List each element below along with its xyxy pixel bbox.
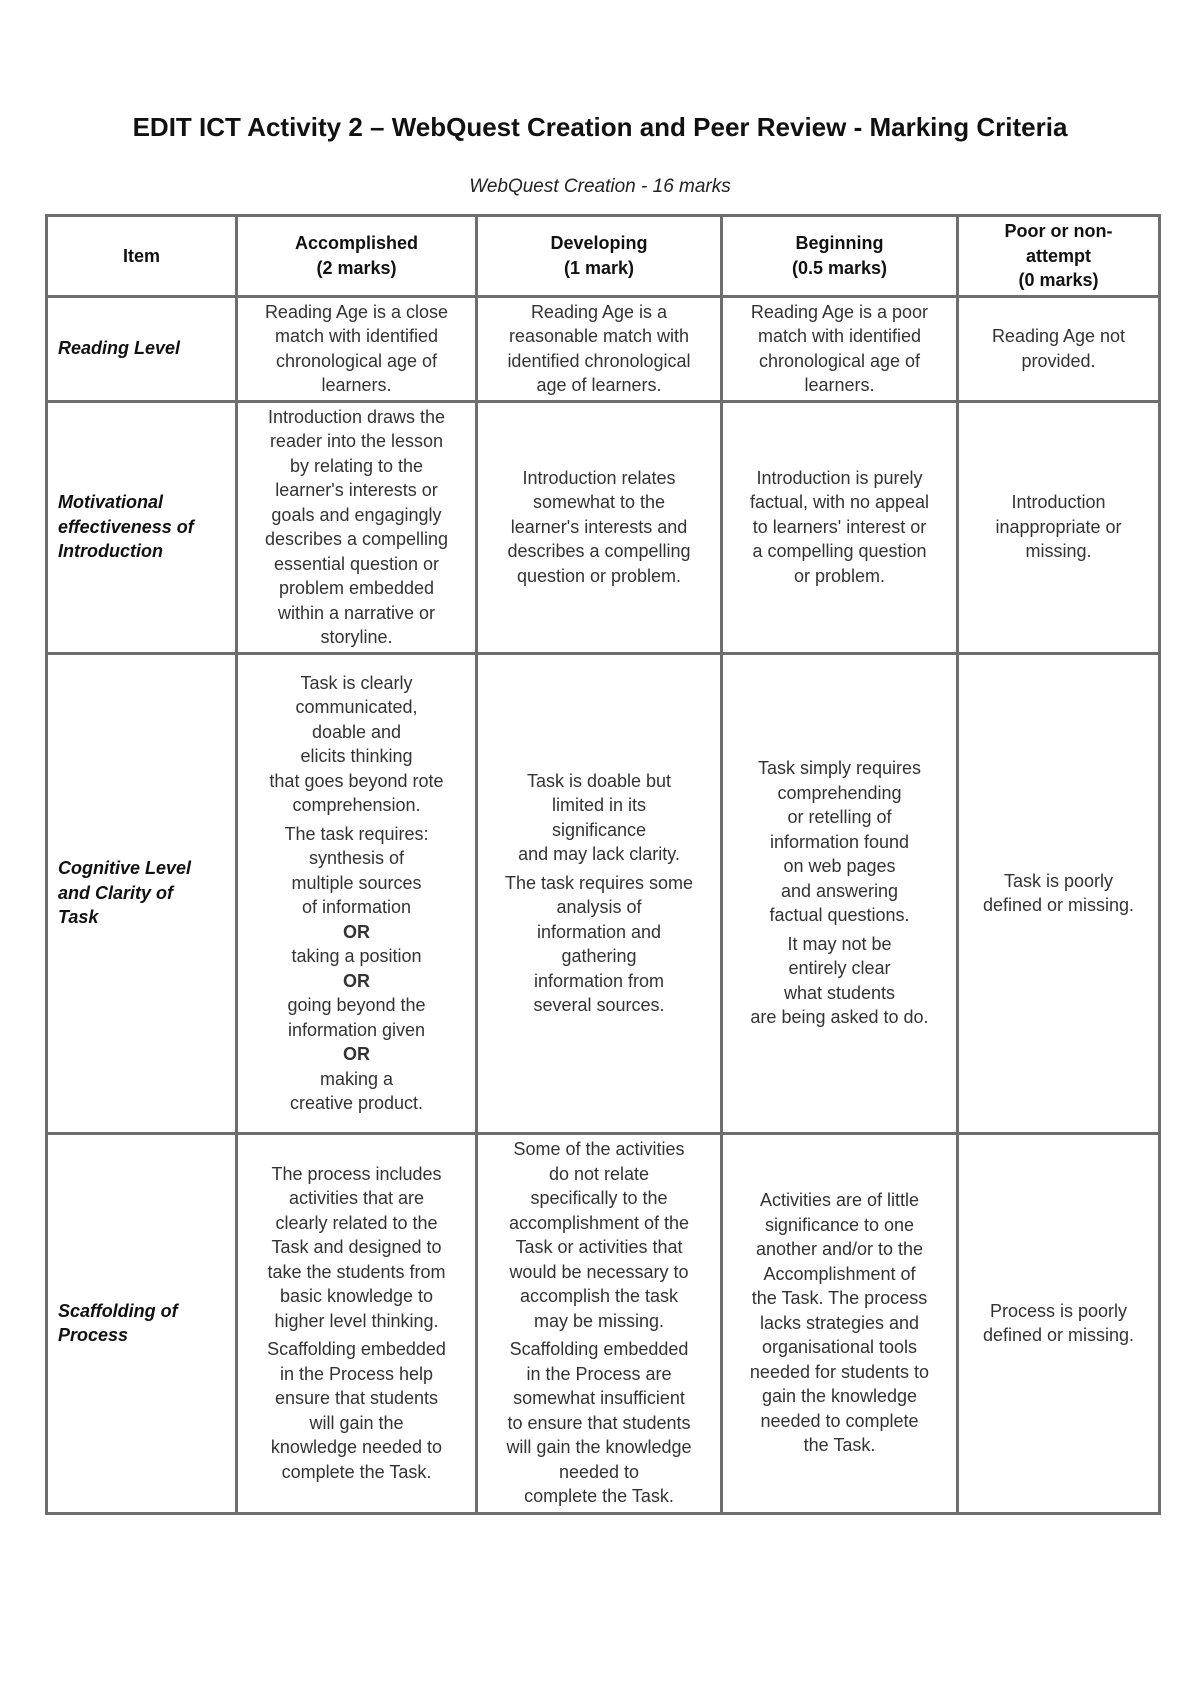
cell-line: It may not be [787,933,892,954]
cell-line: needed to complete [760,1410,919,1431]
cell-line: Cognitive Level [58,858,192,879]
cell-line: lacks strategies and [759,1312,920,1333]
cell-line: The task requires some [504,872,694,893]
cell-line: in the Process are [526,1363,672,1384]
cell-line: Reading Level [58,338,181,359]
cell-line: describes a compelling [507,541,691,562]
cell-line: will gain the knowledge [506,1437,692,1458]
cell-poor [958,653,1160,1133]
cell-line: Scaffolding embedded [509,1339,689,1360]
cell-line: activities that are [288,1188,425,1209]
cell-item [47,296,237,401]
cell-accomplished [237,401,477,653]
cell-line: chronological age of [275,350,438,371]
cell-line: would be necessary to [509,1261,689,1282]
cell-line: Task is clearly [300,672,413,693]
marking-criteria-table [45,214,1161,1515]
table-row [47,401,1160,653]
cell-line: Process [58,1325,129,1345]
cell-line: Reading Age is a poor [750,301,929,322]
cell-line: missing. [1025,541,1092,562]
cell-poor [958,401,1160,653]
cell-line: synthesis of [308,848,405,868]
cell-line: OR [343,921,370,942]
cell-line: complete the Task. [524,1486,674,1507]
cell-line: Activities are of little [759,1190,920,1211]
cell-developing [477,653,722,1133]
cell-developing [477,1133,722,1513]
cell-line: describes a compelling [264,529,449,549]
cell-line: storyline. [320,627,393,647]
cell-line: Reading Age is a close [264,301,449,322]
cell-line: several sources. [533,995,665,1015]
cell-beginning [722,401,958,653]
cell-line: what students [783,982,896,1003]
table-row [47,1133,1160,1513]
header-beginning [722,216,958,297]
table-row [47,296,1160,401]
cell-line: OR [343,970,370,991]
cell-line: the Task. The process [751,1288,928,1309]
cell-line: problem embedded [278,578,435,598]
cell-beginning [722,296,958,401]
cell-line: Process is poorly [989,1300,1128,1321]
cell-item [47,1133,237,1513]
cell-line: Accomplishment of [763,1263,916,1284]
cell-line: accomplish the task [519,1286,679,1307]
cell-accomplished [237,653,477,1133]
cell-line: limited in its [551,795,647,815]
cell-line: effectiveness of [58,516,194,537]
header-line: (2 marks) [316,257,397,278]
cell-line: Reading Age is a [530,301,668,322]
cell-line: entirely clear [788,958,891,979]
cell-line: provided. [1021,350,1096,371]
header-row [47,216,1160,297]
header-line: (0.5 marks) [791,257,888,278]
cell-line: chronological age of [758,350,921,371]
cell-line: ensure that students [274,1388,439,1409]
table-row [47,653,1160,1133]
cell-line: learner's interests and [510,516,688,537]
header-line: (1 mark) [563,257,635,278]
cell-line: clearly related to the [275,1212,438,1233]
header-line: (0 marks) [1018,270,1099,290]
cell-line: by relating to the [289,455,424,476]
cell-line: reasonable match with [508,326,690,346]
cell-accomplished [237,296,477,401]
cell-line: Task simply requires [757,758,922,779]
cell-line: complete the Task. [281,1461,432,1482]
cell-line: gain the knowledge [761,1386,918,1407]
cell-line: are being asked to do. [750,1007,929,1028]
cell-line: specifically to the [530,1188,668,1209]
cell-line: Reading Age not [991,326,1126,346]
cell-line: in the Process help [279,1363,434,1384]
cell-line: Task or activities that [515,1237,683,1258]
cell-beginning [722,1133,958,1513]
cell-line: age of learners. [536,375,662,395]
header-line: Developing [550,233,648,254]
cell-line: the Task. [803,1435,876,1456]
cell-line: Introduction draws the [267,406,446,427]
cell-line: comprehension. [292,795,421,815]
cell-line: match with identified [757,326,922,346]
cell-line: significance [551,819,647,840]
cell-line: or retelling of [787,807,892,828]
cell-line: Task [58,907,99,928]
cell-line: elicits thinking [300,746,413,766]
cell-developing [477,401,722,653]
cell-line: on web pages [783,856,896,877]
cell-line: Task and designed to [271,1237,442,1258]
cell-line: somewhat insufficient [513,1388,685,1409]
cell-line: essential question or [273,553,440,574]
header-accomplished [237,216,477,297]
header-line: attempt [1025,245,1091,266]
cell-line: and Clarity of [58,882,174,903]
cell-line: organisational tools [761,1337,918,1358]
cell-line: multiple sources [291,872,422,893]
cell-line: learners. [321,375,392,395]
cell-line: information from [533,970,665,991]
cell-line: Motivational [58,492,164,513]
cell-line: or problem. [793,565,886,586]
document-title: EDIT ICT Activity 2 – WebQuest Creation and Peer Review - Marking Criteria [132,112,1068,142]
cell-line: reader into the lesson [269,431,444,451]
header-line: Poor or non- [1004,221,1113,241]
cell-line: The task requires: [284,823,429,844]
cell-line: higher level thinking. [274,1310,439,1331]
cell-line: take the students from [267,1261,446,1282]
cell-line: identified chronological [507,350,691,371]
cell-poor [958,1133,1160,1513]
cell-line: may be missing. [533,1310,665,1331]
header-item [47,216,237,297]
cell-line: communicated, [295,697,418,717]
cell-line: Some of the activities [513,1139,685,1160]
cell-line: defined or missing. [982,895,1135,915]
cell-line: taking a position [291,946,422,966]
cell-line: going beyond the [287,995,426,1015]
cell-line: within a narrative or [277,602,436,623]
header-line: Accomplished [294,233,419,254]
cell-line: creative product. [289,1093,424,1113]
header-poor [958,216,1160,297]
cell-item [47,401,237,653]
cell-line: information found [769,831,910,852]
cell-line: a compelling question [752,541,927,562]
cell-line: to learners' interest or [752,516,927,537]
cell-line: will gain the [309,1412,404,1433]
cell-line: Introduction relates [522,467,676,488]
header-developing [477,216,722,297]
cell-developing [477,296,722,401]
cell-line: making a [319,1068,394,1089]
cell-line: Introduction [58,541,163,562]
cell-line: learners. [804,375,875,395]
cell-accomplished [237,1133,477,1513]
cell-line: that goes beyond rote [269,770,444,791]
cell-line: doable and [311,721,402,742]
cell-line: to ensure that students [507,1412,691,1433]
cell-line: needed for students to [749,1361,930,1382]
cell-line: inappropriate or [995,516,1122,537]
cell-line: knowledge needed to [270,1437,443,1458]
cell-line: Introduction [1011,492,1106,513]
cell-line: learner's interests or [275,480,438,500]
cell-line: analysis of [556,897,642,917]
cell-line: defined or missing. [982,1325,1135,1345]
cell-line: factual questions. [769,905,910,926]
cell-line: somewhat to the [532,492,666,513]
cell-line: The process includes [271,1163,442,1184]
cell-line: another and/or to the [755,1239,924,1260]
cell-line: information and [536,921,662,942]
cell-line: Task is poorly [1003,870,1114,891]
cell-line: do not relate [548,1163,650,1184]
header-line: Beginning [795,233,884,254]
cell-line: basic knowledge to [279,1286,434,1307]
cell-line: accomplishment of the [508,1212,690,1233]
header-line: Item [122,245,160,266]
cell-line: Scaffolding of [58,1300,178,1321]
cell-line: significance to one [764,1214,915,1235]
cell-line: information given [287,1019,426,1040]
cell-line: and answering [780,880,899,901]
cell-line: gathering [561,946,637,966]
cell-item [47,653,237,1133]
cell-line: of information [301,897,412,917]
cell-line: OR [343,1044,370,1064]
cell-line: Introduction is purely [756,467,923,488]
cell-line: match with identified [274,326,439,346]
cell-line: Task is doable but [526,770,672,791]
cell-beginning [722,653,958,1133]
cell-line: goals and engagingly [271,504,442,525]
cell-poor [958,296,1160,401]
cell-line: comprehending [777,782,902,803]
cell-line: Scaffolding embedded [267,1339,446,1360]
cell-line: question or problem. [516,565,682,586]
cell-line: and may lack clarity. [518,844,680,864]
cell-line: needed to [558,1461,640,1482]
document-subtitle: WebQuest Creation - 16 marks [469,176,731,197]
cell-line: factual, with no appeal [749,492,930,513]
